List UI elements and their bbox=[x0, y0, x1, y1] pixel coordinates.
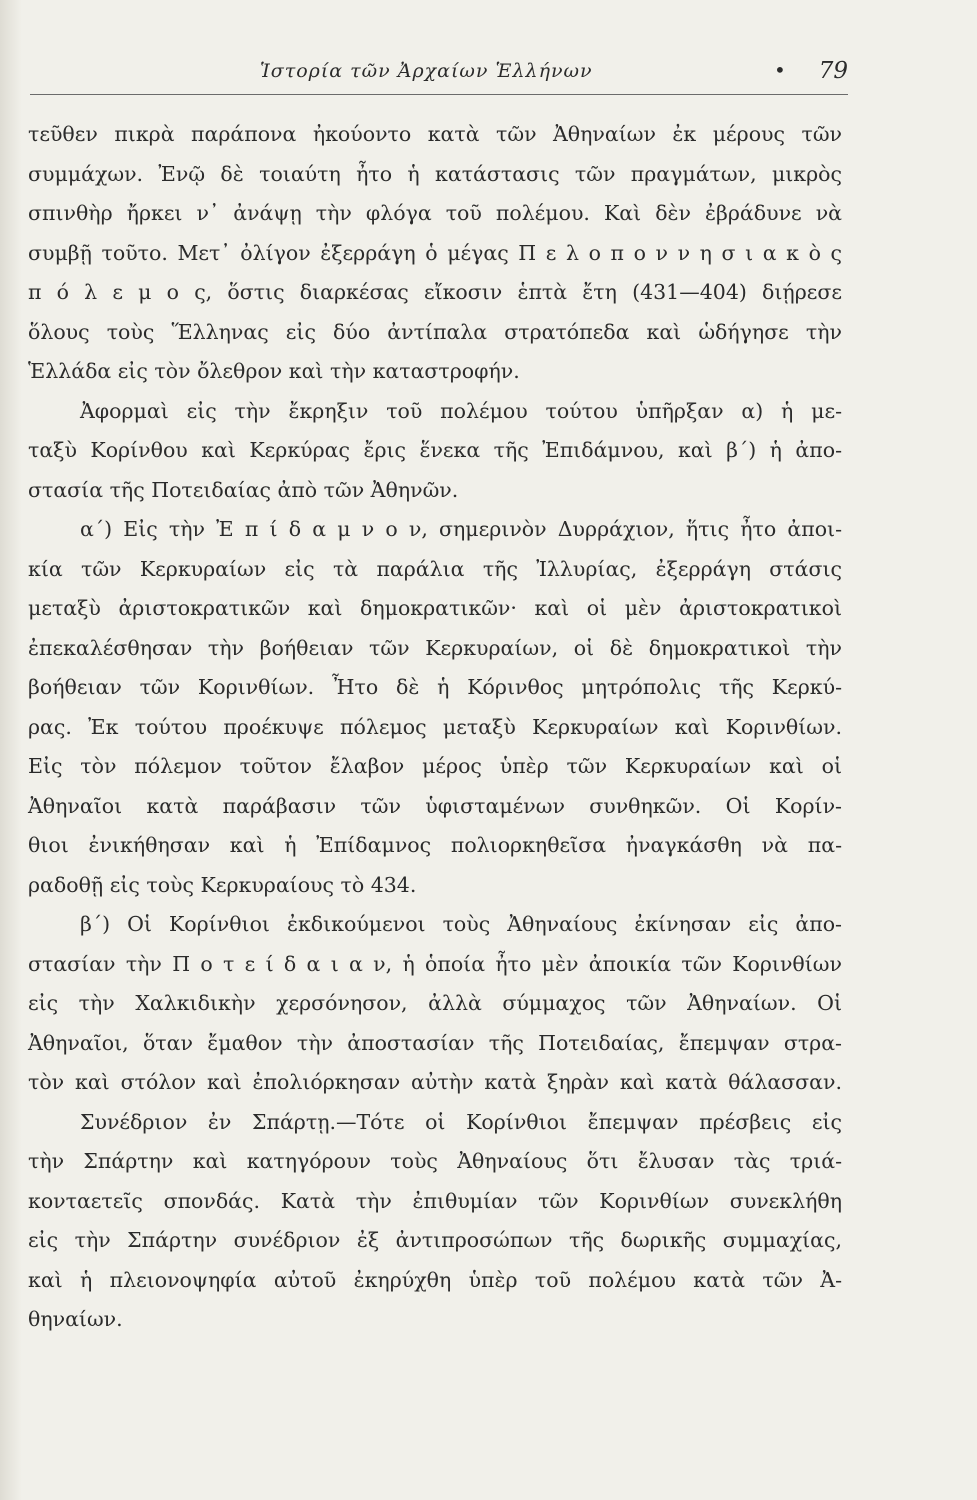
text-line: κονταετεῖς σπονδάς. Κατὰ τὴν ἐπιθυμίαν τῶν Κορινθίων συνεκλήθη bbox=[28, 1188, 842, 1213]
text-line: εἰς τὴν Χαλκιδικὴν χερσόνησον, ἀλλὰ σύμμαχος τῶν Ἀθηναίων. Οἱ bbox=[28, 991, 842, 1015]
text-line: α΄) Εἰς τὴν Ἐ π ί δ α μ ν ο ν, σημερινὸν Δυρράχιον, ἥτις ἦτο ἀποι- bbox=[80, 517, 842, 541]
text-line: τεῦθεν πικρὰ παράπονα ἠκούοντο κατὰ τῶν Ἀθηναίων ἐκ μέρους τῶν bbox=[28, 122, 842, 146]
text-line: Ἀθηναῖοι κατὰ παράβασιν τῶν ὑφισταμένων συνθηκῶν. Οἱ Κορίν- bbox=[28, 793, 842, 818]
text-line: στασία τῆς Ποτειδαίας ἀπὸ τῶν Ἀθηνῶν. bbox=[28, 477, 459, 502]
text-line: ρας. Ἐκ τούτου προέκυψε πόλεμος μεταξὺ Κερκυραίων καὶ Κορινθίων. bbox=[28, 714, 842, 739]
text-line: θιοι ἐνικήθησαν καὶ ἡ Ἐπίδαμνος πολιορκηθεῖσα ἠναγκάσθη νὰ πα- bbox=[28, 833, 842, 857]
text-line: ραδοθῇ εἰς τοὺς Κερκυραίους τὸ 434. bbox=[28, 872, 417, 897]
body-text bbox=[28, 115, 842, 1340]
text-line: μεταξὺ ἀριστοκρατικῶν καὶ δημοκρατικῶν· καὶ οἱ μὲν ἀριστοκρατικοὶ bbox=[28, 596, 842, 620]
text-line: συμβῇ τοῦτο. Μετ᾿ ὀλίγον ἐξερράγη ὁ μέγας Π ε λ ο π ο ν ν η σ ι α κ ὸ ς bbox=[28, 240, 842, 265]
text-line: θηναίων. bbox=[28, 1307, 123, 1331]
text-line: Εἰς τὸν πόλεμον τοῦτον ἔλαβον μέρος ὑπὲρ τῶν Κερκυραίων καὶ οἱ bbox=[28, 754, 842, 778]
text-line: ταξὺ Κορίνθου καὶ Κερκύρας ἔρις ἕνεκα τῆς Ἐπιδάμνου, καὶ β΄) ἡ ἀπο- bbox=[28, 438, 842, 462]
text-line: εἰς τὴν Σπάρτην συνέδριον ἐξ ἀντιπροσώπων τῆς δωρικῆς συμμαχίας, bbox=[28, 1228, 842, 1252]
running-title: Ἱστορία τῶν Ἀρχαίων Ἑλλήνων bbox=[260, 60, 593, 82]
page-number: 79 bbox=[818, 58, 848, 84]
text-line: τὴν Σπάρτην καὶ κατηγόρουν τοὺς Ἀθηναίους ὅτι ἔλυσαν τὰς τριά- bbox=[28, 1149, 842, 1173]
text-line: π ό λ ε μ ο ς, ὅστις διαρκέσας εἴκοσιν ἑπτὰ ἔτη (431—404) διῄρεσε bbox=[28, 280, 842, 304]
header-dot: • bbox=[774, 58, 786, 82]
text-line: συμμάχων. Ἐνῷ δὲ τοιαύτη ἦτο ἡ κατάστασις τῶν πραγμάτων, μικρὸς bbox=[28, 161, 842, 186]
text-line: Ἀθηναῖοι, ὅταν ἔμαθον τὴν ἀποστασίαν τῆς Ποτειδαίας, ἔπεμψαν στρα- bbox=[28, 1030, 842, 1055]
running-header bbox=[30, 58, 848, 95]
text-line: βοήθειαν τῶν Κορινθίων. Ἦτο δὲ ἡ Κόρινθος μητρόπολις τῆς Κερκύ- bbox=[28, 675, 842, 699]
text-line: Ἑλλάδα εἰς τὸν ὄλεθρον καὶ τὴν καταστροφήν. bbox=[28, 359, 520, 383]
text-line: ἐπεκαλέσθησαν τὴν βοήθειαν τῶν Κερκυραίων, οἱ δὲ δημοκρατικοὶ τὴν bbox=[28, 635, 842, 660]
text-line: στασίαν τὴν Π ο τ ε ί δ α ι α ν, ἡ ὁποία ἦτο μὲν ἀποικία τῶν Κορινθίων bbox=[28, 951, 842, 976]
text-line: Συνέδριον ἐν Σπάρτῃ.—Τότε οἱ Κορίνθιοι ἔπεμψαν πρέσβεις εἰς bbox=[80, 1109, 842, 1134]
text-line: τὸν καὶ στόλον καὶ ἐπολιόρκησαν αὐτὴν κατὰ ξηρὰν καὶ κατὰ θάλασσαν. bbox=[28, 1070, 842, 1094]
page-edge-shadow bbox=[0, 0, 22, 1500]
text-line: σπινθὴρ ἤρκει ν᾿ ἀνάψῃ τὴν φλόγα τοῦ πολέμου. Καὶ δὲν ἐβράδυνε νὰ bbox=[28, 201, 842, 225]
text-line: κία τῶν Κερκυραίων εἰς τὰ παράλια τῆς Ἰλλυρίας, ἐξερράγη στάσις bbox=[28, 556, 842, 581]
text-line: Ἀφορμαὶ εἰς τὴν ἔκρηξιν τοῦ πολέμου τούτου ὑπῆρξαν α) ἡ με- bbox=[80, 398, 842, 423]
text-line: β΄) Οἱ Κορίνθιοι ἐκδικούμενοι τοὺς Ἀθηναίους ἐκίνησαν εἰς ἀπο- bbox=[80, 912, 842, 936]
text-line: ὅλους τοὺς Ἕλληνας εἰς δύο ἀντίπαλα στρατόπεδα καὶ ὡδήγησε τὴν bbox=[28, 319, 842, 344]
text-line: καὶ ἡ πλειονοψηφία αὐτοῦ ἐκηρύχθη ὑπὲρ τοῦ πολέμου κατὰ τῶν Ἀ- bbox=[28, 1267, 842, 1292]
